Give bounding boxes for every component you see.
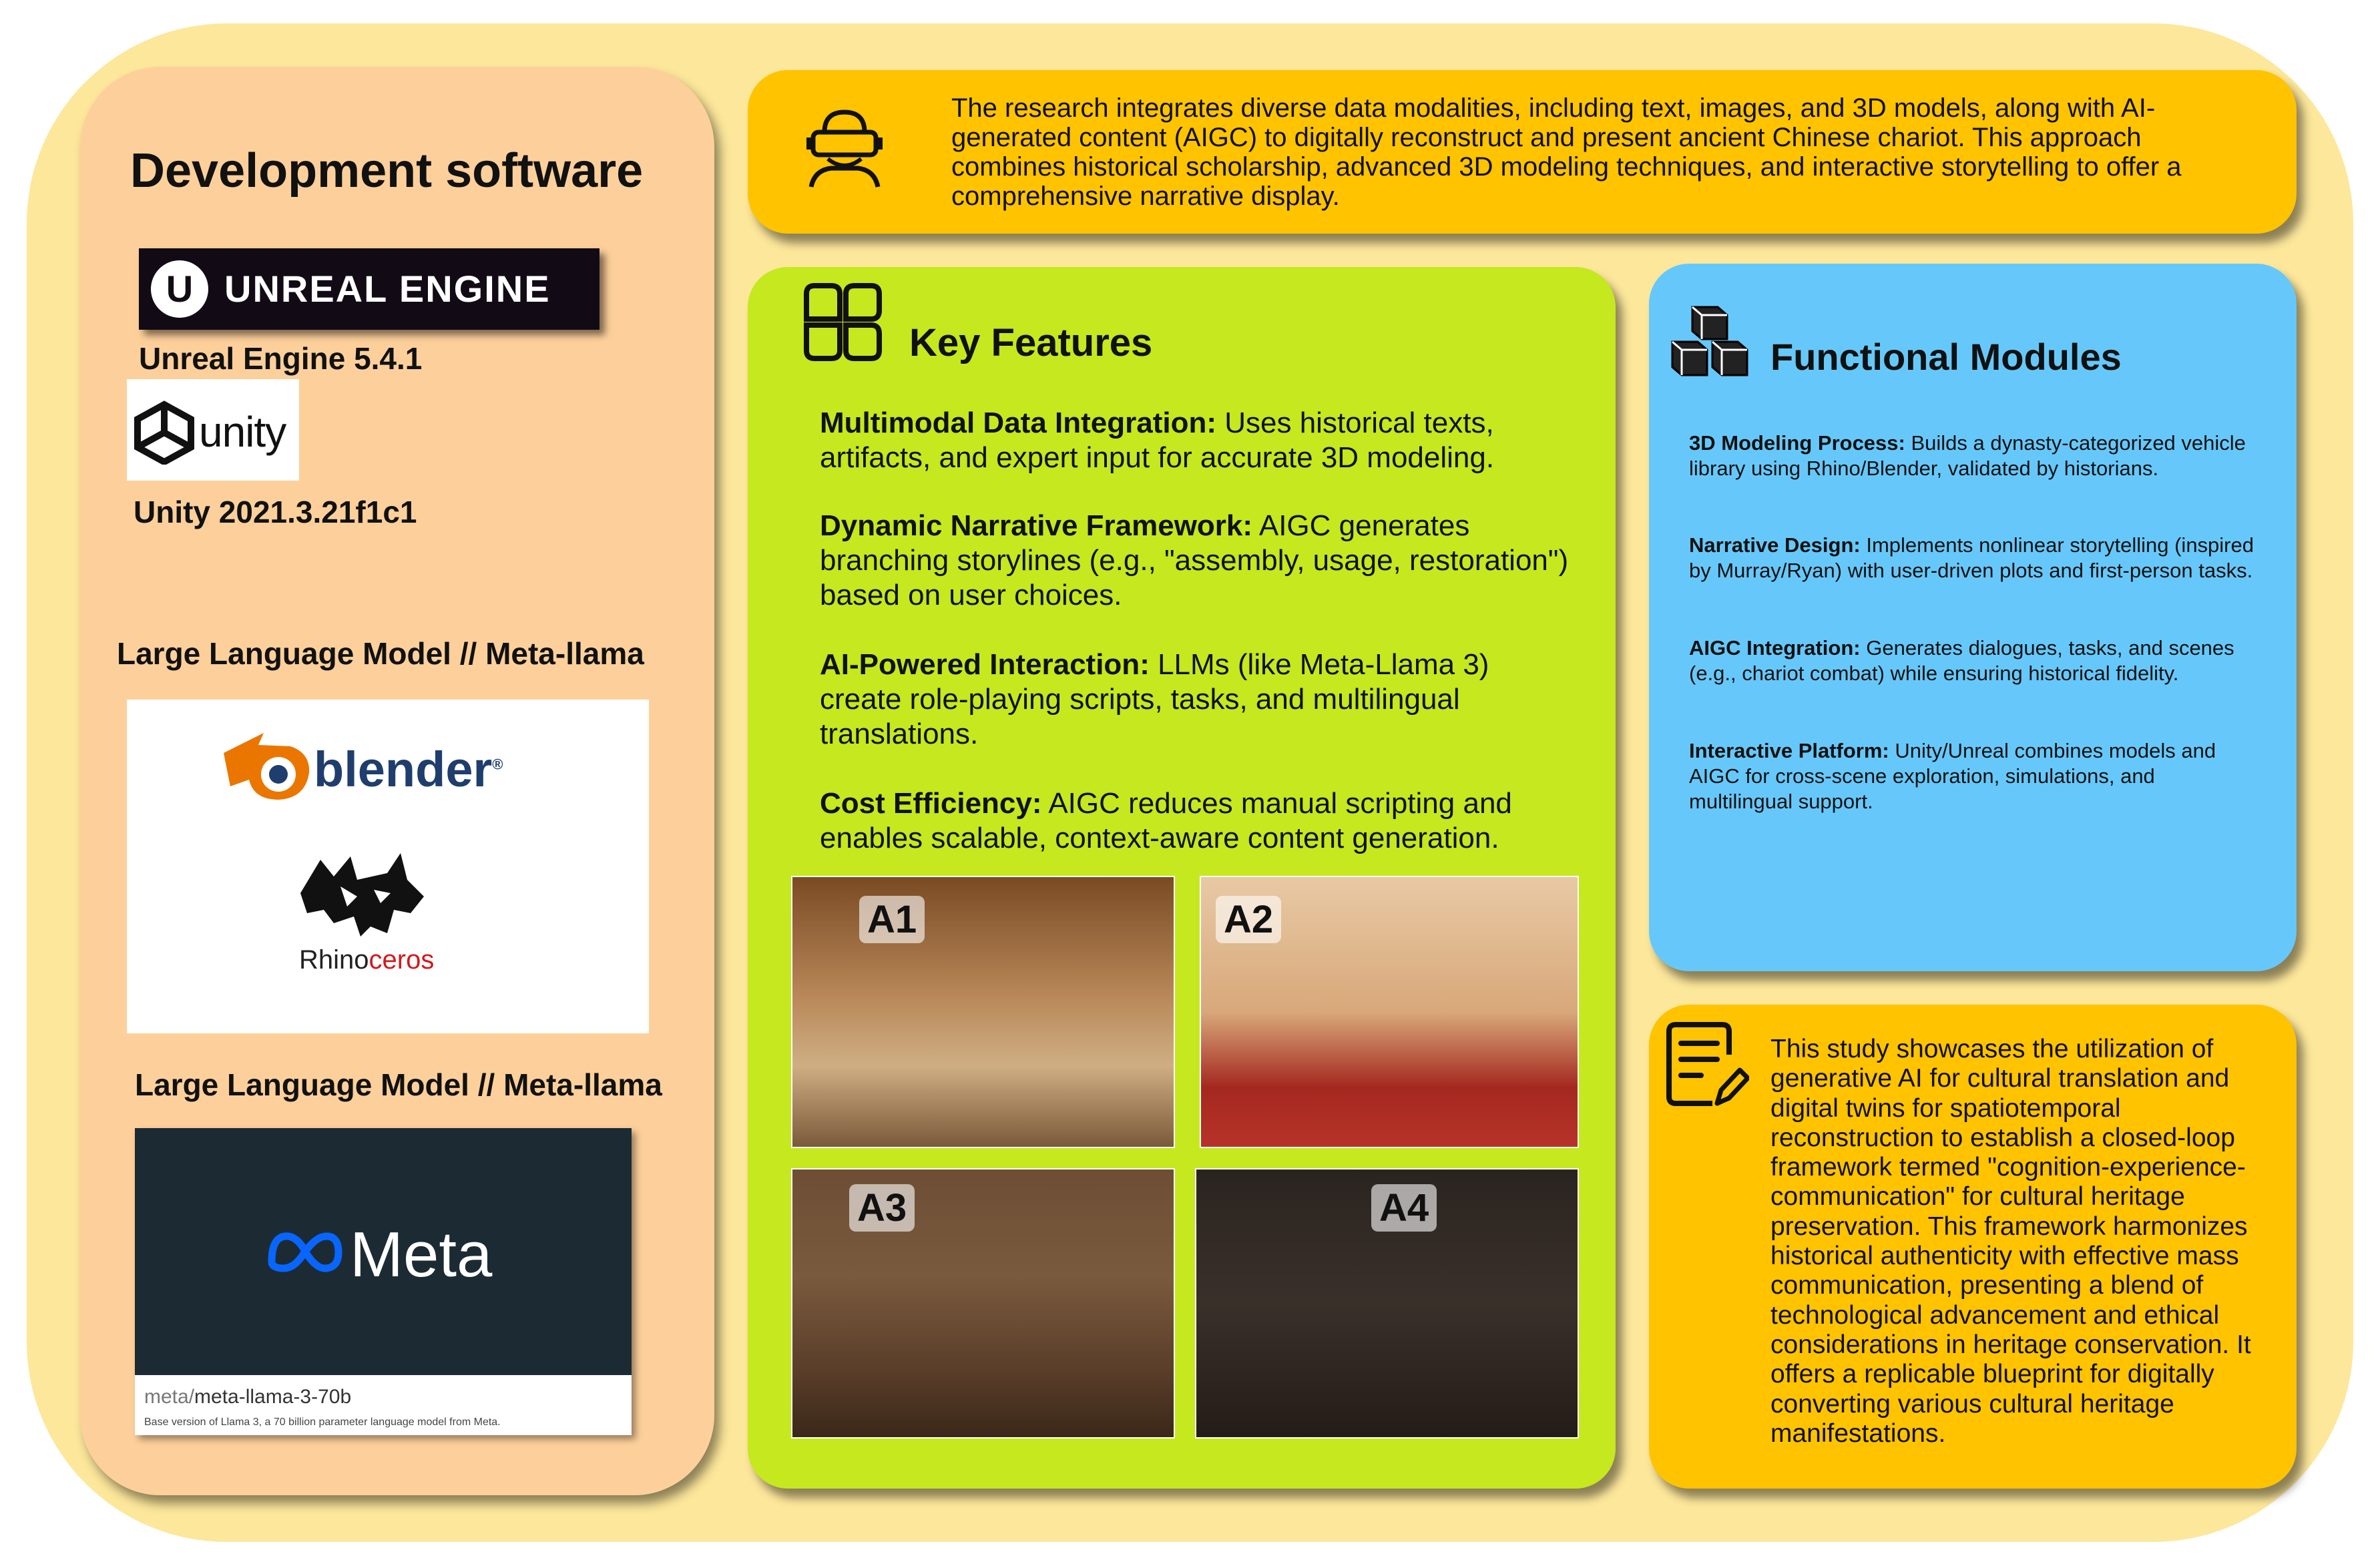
feature-item: Cost Efficiency: AIGC reduces manual scripting and enables scalable, context-aware content generation. [820,787,1512,854]
intro-text: The research integrates diverse data modalities, including text, images, and 3D models, along with AI-generated content (AIGC) to digitally reconstruct and present ancient Chinese chariot. This approach combines historical scholarship, advanced 3D modeling techniques, and interactive storytelling to offer a comprehensive narrative display. [951,93,2182,211]
screenshot-label: A3 [849,1184,915,1232]
blender-logo-icon [217,726,317,803]
module-item: Narrative Design: Implements nonlinear storytelling (inspired by Murray/Ryan) with user-driven plots and first-person tasks. [1689,533,2254,582]
meta-llama-card [135,1128,632,1435]
llm-label-1: Large Language Model // Meta-llama [117,636,644,671]
screenshot-a2 [1200,876,1579,1148]
screenshot-label: A2 [1216,896,1281,943]
module-item: Interactive Platform: Unity/Unreal combines models and AIGC for cross-scene exploration, simulations, and multilingual support. [1689,739,2216,813]
stacked-cubes-icon [1666,300,1759,384]
screenshot-label: A4 [1371,1184,1437,1232]
meta-model-path: meta/meta-llama-3-70b [144,1386,352,1408]
unreal-engine-logo [139,248,600,330]
blender-logo-text: blender® [314,742,503,797]
rhino-logo-text: Rhinoceros [299,945,435,975]
screenshot-a4 [1195,1168,1579,1439]
llm-label-2: Large Language Model // Meta-llama [135,1067,662,1102]
meta-model-description: Base version of Llama 3, a 70 billion parameter language model from Meta. [144,1416,501,1428]
meta-banner [135,1128,632,1375]
unity-logo [127,379,299,481]
summary-text: This study showcases the utilization of generative AI for cultural translation and digital twins for spatiotemporal reconstruction to establish a closed-loop framework termed "cognition-experience-communication" for cultural heritage preservation. This framework harmonizes historical authenticity with effective mass communication, presenting a blend of technological advancement and ethical considerations in heritage conservation. It offers a replicable blueprint for digitally converting various cultural heritage manifestations. [1770,1035,2251,1448]
dev-software-heading: Development software [130,144,644,198]
unreal-logo-icon: U [151,260,208,318]
modeling-tools-box [127,700,649,1033]
unity-version: Unity 2021.3.21f1c1 [134,495,417,529]
document-edit-icon [1662,1018,1749,1111]
module-item: 3D Modeling Process: Builds a dynasty-categorized vehicle library using Rhino/Blender, validated by historians. [1689,431,2246,480]
vr-headset-icon [801,107,888,190]
unity-logo-icon [132,401,196,465]
screenshot-a3 [791,1168,1175,1439]
feature-item: Dynamic Narrative Framework: AIGC generates branching storylines (e.g., "assembly, usage, restoration") based on user choices. [820,509,1569,611]
feature-item: AI-Powered Interaction: LLMs (like Meta-Llama 3) create role-playing scripts, tasks, and multilingual translations. [820,648,1489,750]
unity-logo-text: unity [199,408,286,456]
key-features-title: Key Features [909,321,1153,364]
module-item: AIGC Integration: Generates dialogues, tasks, and scenes (e.g., chariot combat) while ensuring historical fidelity. [1689,636,2234,685]
meta-infinity-icon [265,1228,345,1275]
screenshot-label: A1 [859,896,925,943]
four-petal-grid-icon [801,280,885,364]
unreal-logo-text: UNREAL ENGINE [224,268,551,310]
functional-modules-title: Functional Modules [1770,336,2122,378]
rhino-logo-icon [294,846,427,947]
meta-logo-text: Meta [350,1219,493,1290]
unreal-version: Unreal Engine 5.4.1 [139,341,423,376]
feature-item: Multimodal Data Integration: Uses historical texts, artifacts, and expert input for accurate 3D modeling. [820,407,1495,474]
screenshot-a1 [791,876,1175,1148]
